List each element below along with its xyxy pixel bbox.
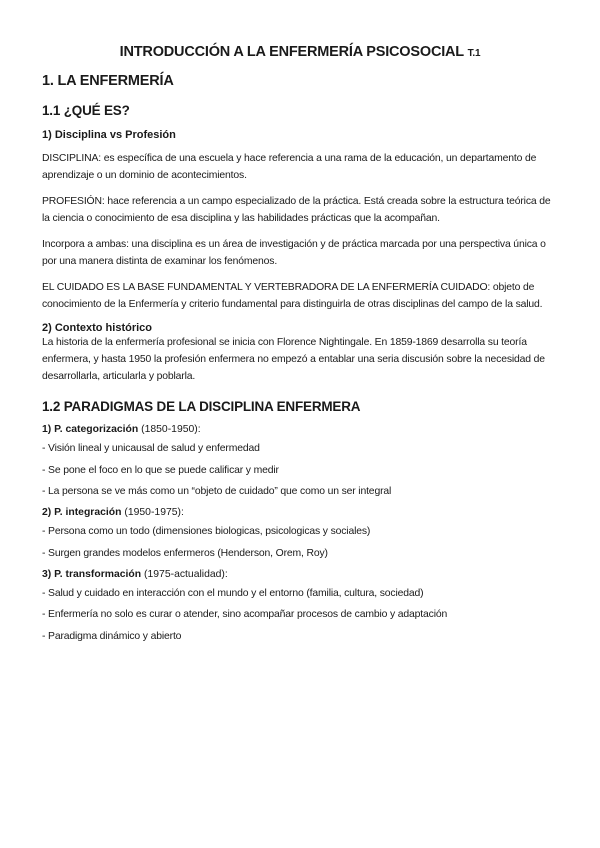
contexto-historico-block bbox=[42, 322, 558, 385]
paradigm-dates: (1975-actualidad): bbox=[141, 568, 228, 580]
paradigm-heading bbox=[42, 424, 558, 435]
list-item: - Salud y cuidado en interacción con el mundo y el entorno (familia, cultura, sociedad) bbox=[42, 587, 424, 599]
paradigm-integracion bbox=[42, 507, 558, 561]
list-item: - Paradigma dinámico y abierto bbox=[42, 630, 182, 642]
definition-profesion: : hace referencia a un campo especializado de la práctica. Está creada sobre la estructura teórica de la ciencia o conocimiento de esa disciplina y las habilidades prácticas que la acompañan. bbox=[42, 196, 551, 224]
term-disciplina: DISCIPLINA bbox=[42, 153, 99, 164]
list-item: - Visión lineal y unicausal de salud y enfermedad bbox=[42, 443, 260, 454]
paragraph-cuidado: EL CUIDADO ES LA BASE FUNDAMENTAL Y VERTEBRADORA DE LA ENFERMERÍA CUIDADO: objeto de conocimiento de la Enfermería y criterio fundamental para distinguirla de otras disciplinas del campo de la salud. bbox=[42, 282, 543, 310]
list-item: - Persona como un todo (dimensiones biologicas, psicologicas y sociales) bbox=[42, 526, 371, 537]
paradigm-categorizacion bbox=[42, 424, 558, 499]
paragraph-profesion bbox=[42, 193, 558, 227]
paradigm-heading bbox=[42, 507, 558, 518]
topic-heading-disciplina-vs-profesion: 1) Disciplina vs Profesión bbox=[42, 129, 176, 141]
list-item: - Se pone el foco en lo que se puede calificar y medir bbox=[42, 464, 279, 476]
list-item: - Surgen grandes modelos enfermeros (Henderson, Orem, Roy) bbox=[42, 547, 328, 559]
list-item: - La persona se ve más como un “objeto de cuidado” que como un ser integral bbox=[42, 486, 392, 497]
paradigm-heading bbox=[42, 569, 558, 580]
paradigm-dates: (1950-1975): bbox=[121, 507, 184, 518]
paradigm-transformacion bbox=[42, 569, 558, 644]
paragraph-contexto-historico: La historia de la enfermería profesional se inicia con Florence Nightingale. En 1859-1869 desarrolla su teoría enfermera, y hasta 1950 la profesión enfermera no empezó a entablar una seria discusión sobre la necesidad de desarrollarla, articularla y poblarla. bbox=[42, 337, 545, 382]
section-heading-enfermeria: 1. LA ENFERMERÍA bbox=[42, 73, 174, 89]
subsection-heading-paradigmas: 1.2 PARADIGMAS DE LA DISCIPLINA ENFERMERA bbox=[42, 399, 361, 414]
paragraph-disciplina bbox=[42, 150, 558, 184]
term-profesion: PROFESIÓN bbox=[42, 196, 102, 207]
list-item: - Enfermería no solo es curar o atender, sino acompañar procesos de cambio y adaptación bbox=[42, 609, 448, 620]
topic-heading-contexto-historico: 2) Contexto histórico bbox=[42, 322, 153, 334]
paradigm-label: 3) P. transformación bbox=[42, 568, 142, 580]
title-text: INTRODUCCIÓN A LA ENFERMERÍA PSICOSOCIAL bbox=[119, 44, 464, 60]
paragraph-ambas: Incorpora a ambas: una disciplina es un área de investigación y de práctica marcada por una perspectiva única o por una manera distinta de examinar los fenómenos. bbox=[42, 239, 546, 267]
paradigm-dates: (1850-1950): bbox=[138, 424, 201, 435]
document-title bbox=[42, 44, 558, 60]
definition-disciplina: : es específica de una escuela y hace referencia a una rama de la educación, un departamento de aprendizaje o un dominio de acontecimientos. bbox=[42, 153, 537, 181]
subsection-heading-que-es: 1.1 ¿QUÉ ES? bbox=[42, 103, 130, 118]
title-tag: T.1 bbox=[467, 48, 481, 59]
paradigm-label: 2) P. integración bbox=[42, 507, 122, 518]
paradigm-label: 1) P. categorización bbox=[42, 424, 139, 435]
